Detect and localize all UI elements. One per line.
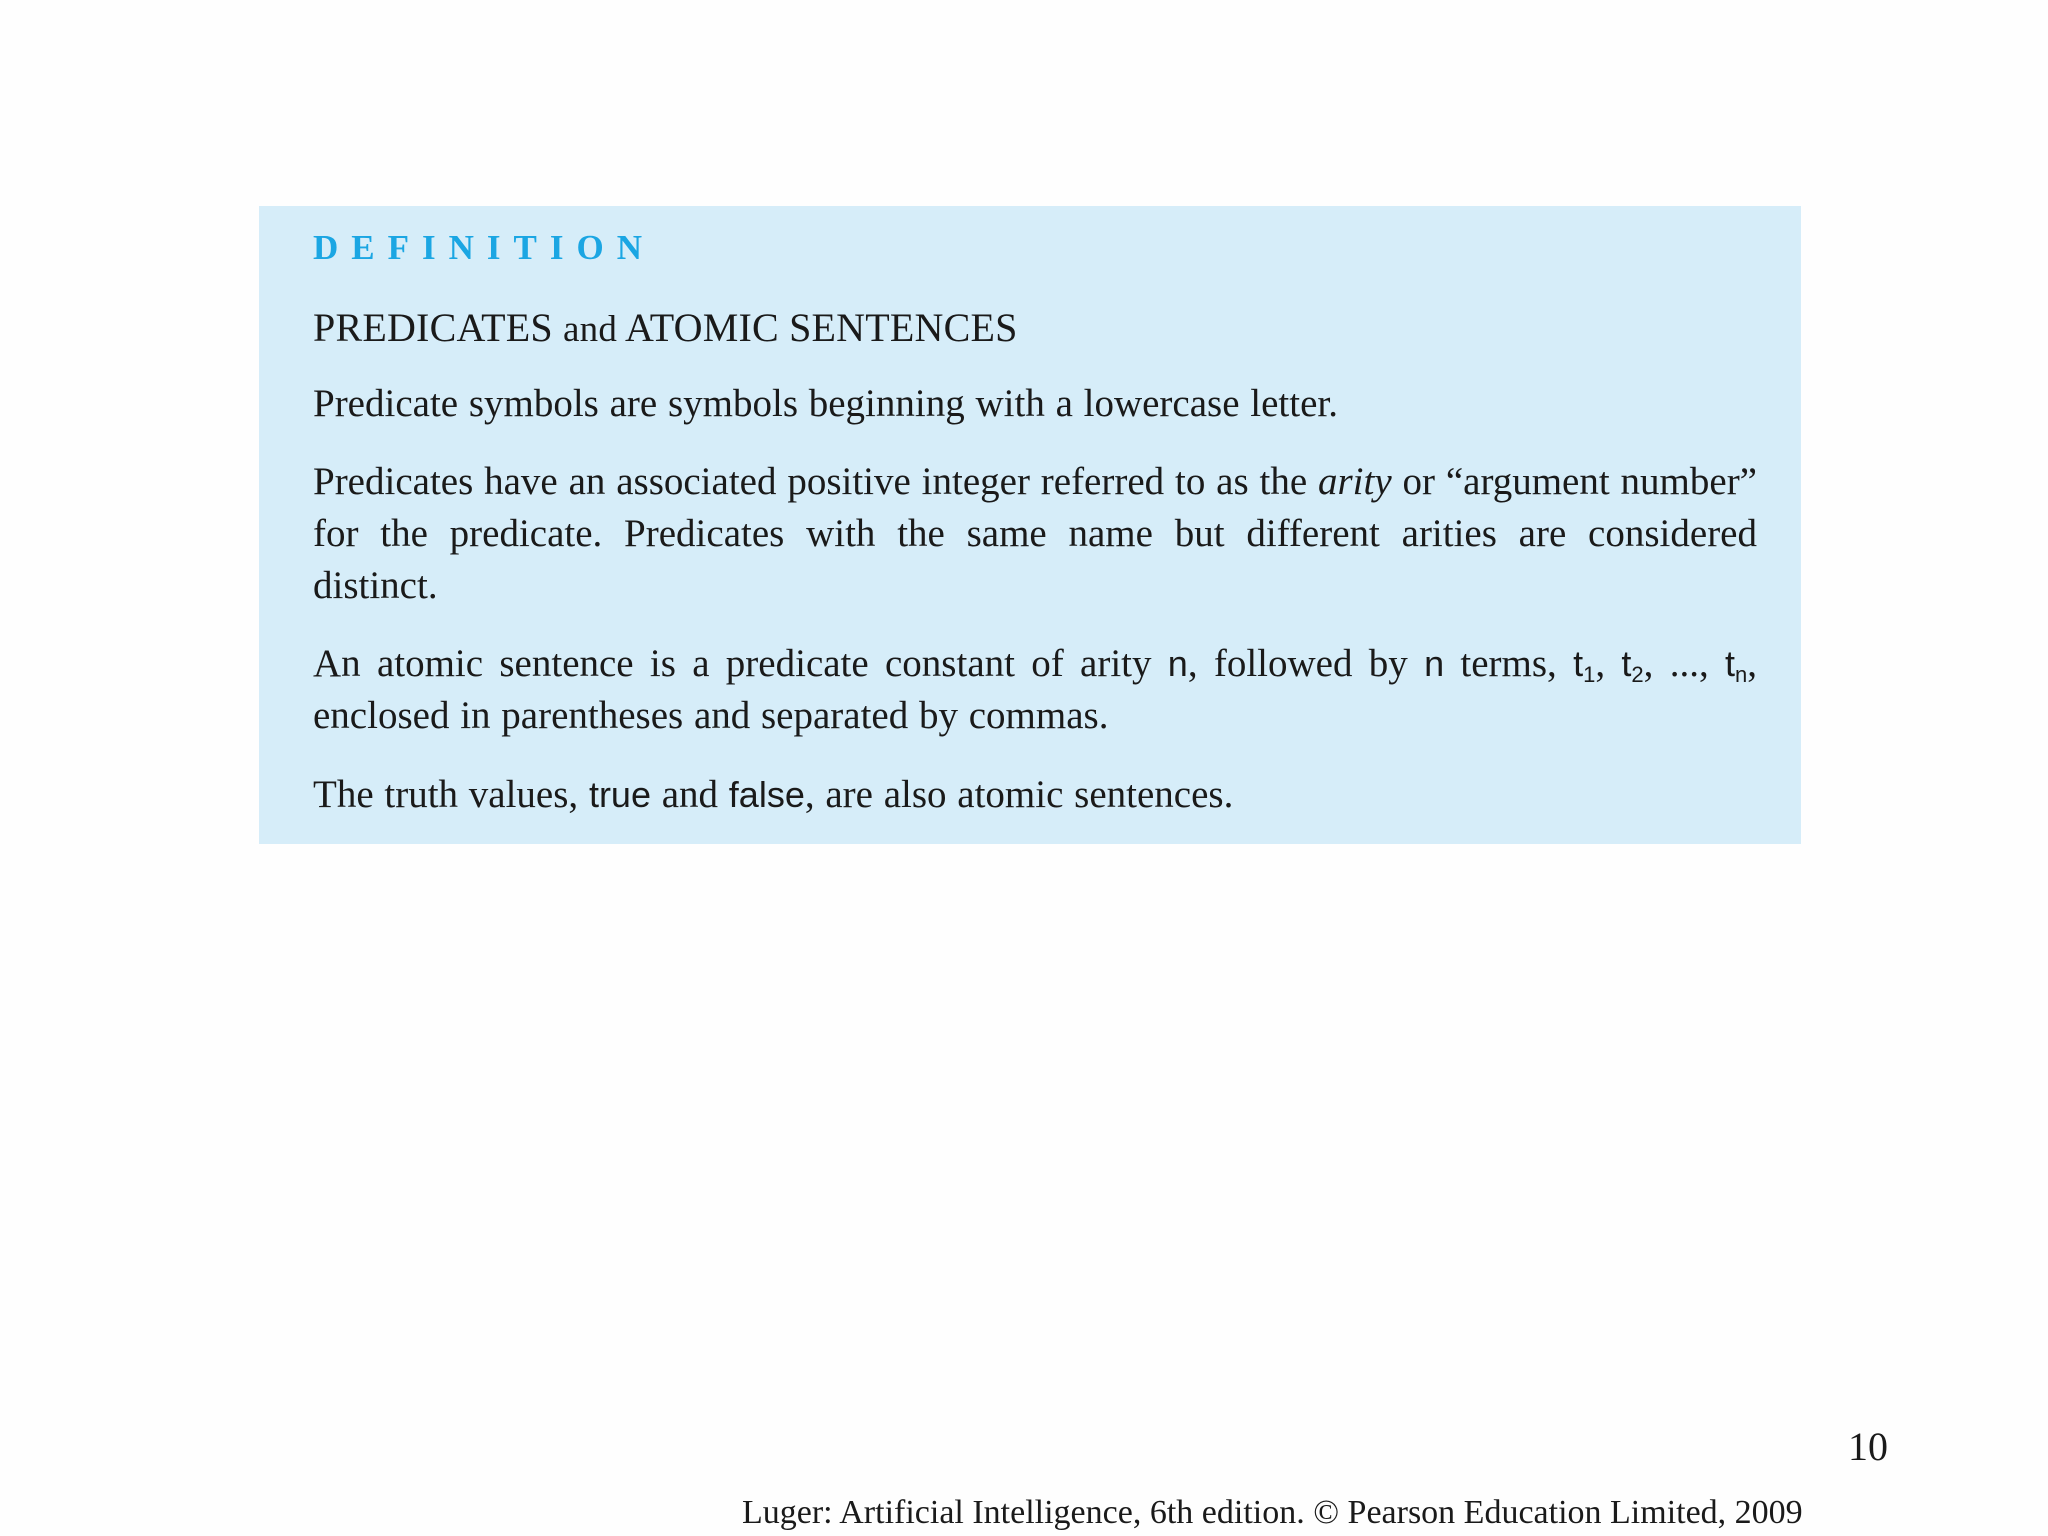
term-tn-sub: n [1735,662,1748,687]
term-t1 [1573,643,1596,687]
paragraph-truth-values [313,769,1757,821]
arity-text-before: Predicates have an associated positive integer referred to as the [313,460,1318,503]
true-keyword: true [588,774,651,815]
truth-text1: The truth values, [313,773,589,816]
heading-and: and [563,309,618,350]
false-keyword: false [728,774,805,815]
term-sep1: , [1595,642,1622,685]
definition-label: DEFINITION [313,228,655,267]
term-t2-sub: 2 [1631,662,1644,687]
atomic-text1: An atomic sentence is a predicate constant of arity [313,642,1168,685]
term-t1-sub: 1 [1583,662,1596,687]
atomic-text4: , enclosed in parentheses and separated by commas. [313,642,1757,737]
heading-part2: ATOMIC SENTENCES [625,305,1018,350]
var-n-2: n [1424,643,1445,684]
definition-box [259,206,1801,844]
term-t2 [1621,643,1644,687]
term-t1-base: t [1573,643,1584,684]
arity-term: arity [1317,460,1392,503]
term-tn-base: t [1724,643,1735,684]
paragraph-arity [313,456,1757,612]
atomic-text3: terms, [1444,642,1574,685]
var-n: n [1167,643,1188,684]
term-t2-base: t [1621,643,1632,684]
atomic-text2: , followed by [1187,642,1425,685]
term-sep2: , ..., [1643,642,1725,685]
page-number: 10 [1848,1424,1888,1469]
paragraph-predicate-symbols: Predicate symbols are symbols beginning with a lowercase letter. [313,382,1338,425]
term-tn [1724,643,1748,687]
arity-text-after: or “argument number” for the predicate. Predicates with the same name but different arities are considered distinct. [313,460,1757,607]
paragraph-atomic-sentence [313,638,1757,742]
definition-heading [313,304,1018,351]
truth-text2: and [650,773,729,816]
truth-text3: , are also atomic sentences. [804,773,1234,816]
heading-part1: PREDICATES [313,305,553,350]
footer-citation: Luger: Artificial Intelligence, 6th edition. © Pearson Education Limited, 2009 [742,1494,1803,1531]
